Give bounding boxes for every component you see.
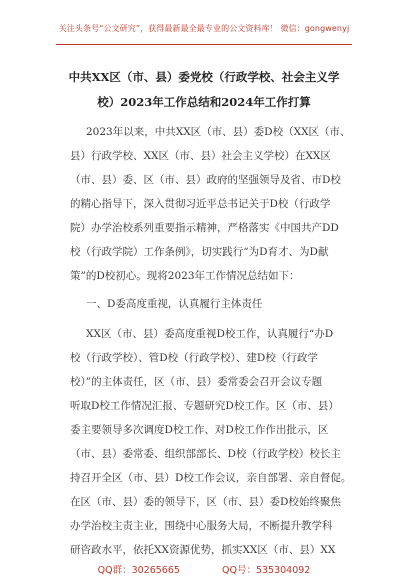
- header-divider: [56, 44, 352, 45]
- section-heading-1: 一、D委高度重视，认真履行主体责任: [86, 298, 263, 310]
- body-line-11: 校）”的主体责任，区（市、县）委常委会召开会议专题: [70, 376, 323, 388]
- footer-qq-number: QQ号：535304092: [222, 565, 311, 576]
- body-line-5: 院）办学治校系列重要指示精神，严格落实《中国共产DD: [70, 222, 339, 234]
- body-line-3: （市、县）委、区（市、县）政府的坚强领导及省、市D校: [70, 174, 341, 186]
- body-line-14: （市、县）委常委、组织部部长、D校（行政学校）校长主: [70, 448, 341, 460]
- body-line-4: 的精心指导下，深入贯彻习近平总书记关于D校（行政学: [70, 198, 331, 210]
- footer-qq-group: QQ群：30265665: [97, 565, 180, 576]
- body-line-12: 听取D校工作情况汇报、专题研究D校工作。区（市、县）: [70, 400, 339, 412]
- document-title-line-1: 中共XX区（市、县）委党校（行政学校、社会主义学: [68, 70, 340, 84]
- body-line-15: 持召开全区（市、县）D校工作会议，亲自部署、亲自督促。: [70, 472, 352, 484]
- body-line-1: 2023年以来，中共XX区（市、县）委D校（XX区（市、: [86, 126, 351, 138]
- body-line-18: 研咨政水平，依托XX资源优势，抓实XX区（市、县）XX: [70, 544, 336, 556]
- header-notice: 关注头条号“公文研究”，获得最新最全最专业的公文资料库！ 微信：gongwenyj: [58, 24, 350, 33]
- body-line-16: 在区（市、县）委的领导下，区（市、县）委D校始终聚焦: [70, 496, 341, 508]
- footer-contact: [0, 562, 408, 576]
- document-title-line-2: 校）2023年工作总结和2024年工作打算: [97, 95, 311, 109]
- body-line-7: 策”的D校初心。现将2023年工作情况总结如下：: [70, 270, 300, 282]
- body-line-17: 办学治校主责主业，围绕中心服务大局，不断提升教学科: [70, 520, 333, 532]
- body-line-13: 委主要领导多次调度D校工作、对D校工作作出批示，区: [70, 424, 329, 436]
- body-line-6: 校（行政学院）工作条例》，切实践行“为D育才、为D献: [70, 246, 329, 258]
- body-line-10: 校（行政学校）、管D校（行政学校）、建D校（行政学: [70, 352, 318, 364]
- body-line-9: XX区（市、县）委高度重视D校工作，认真履行“办D: [86, 328, 334, 340]
- body-line-2: 县）行政学校、XX区（市、县）社会主义学校）在XX区: [70, 150, 331, 162]
